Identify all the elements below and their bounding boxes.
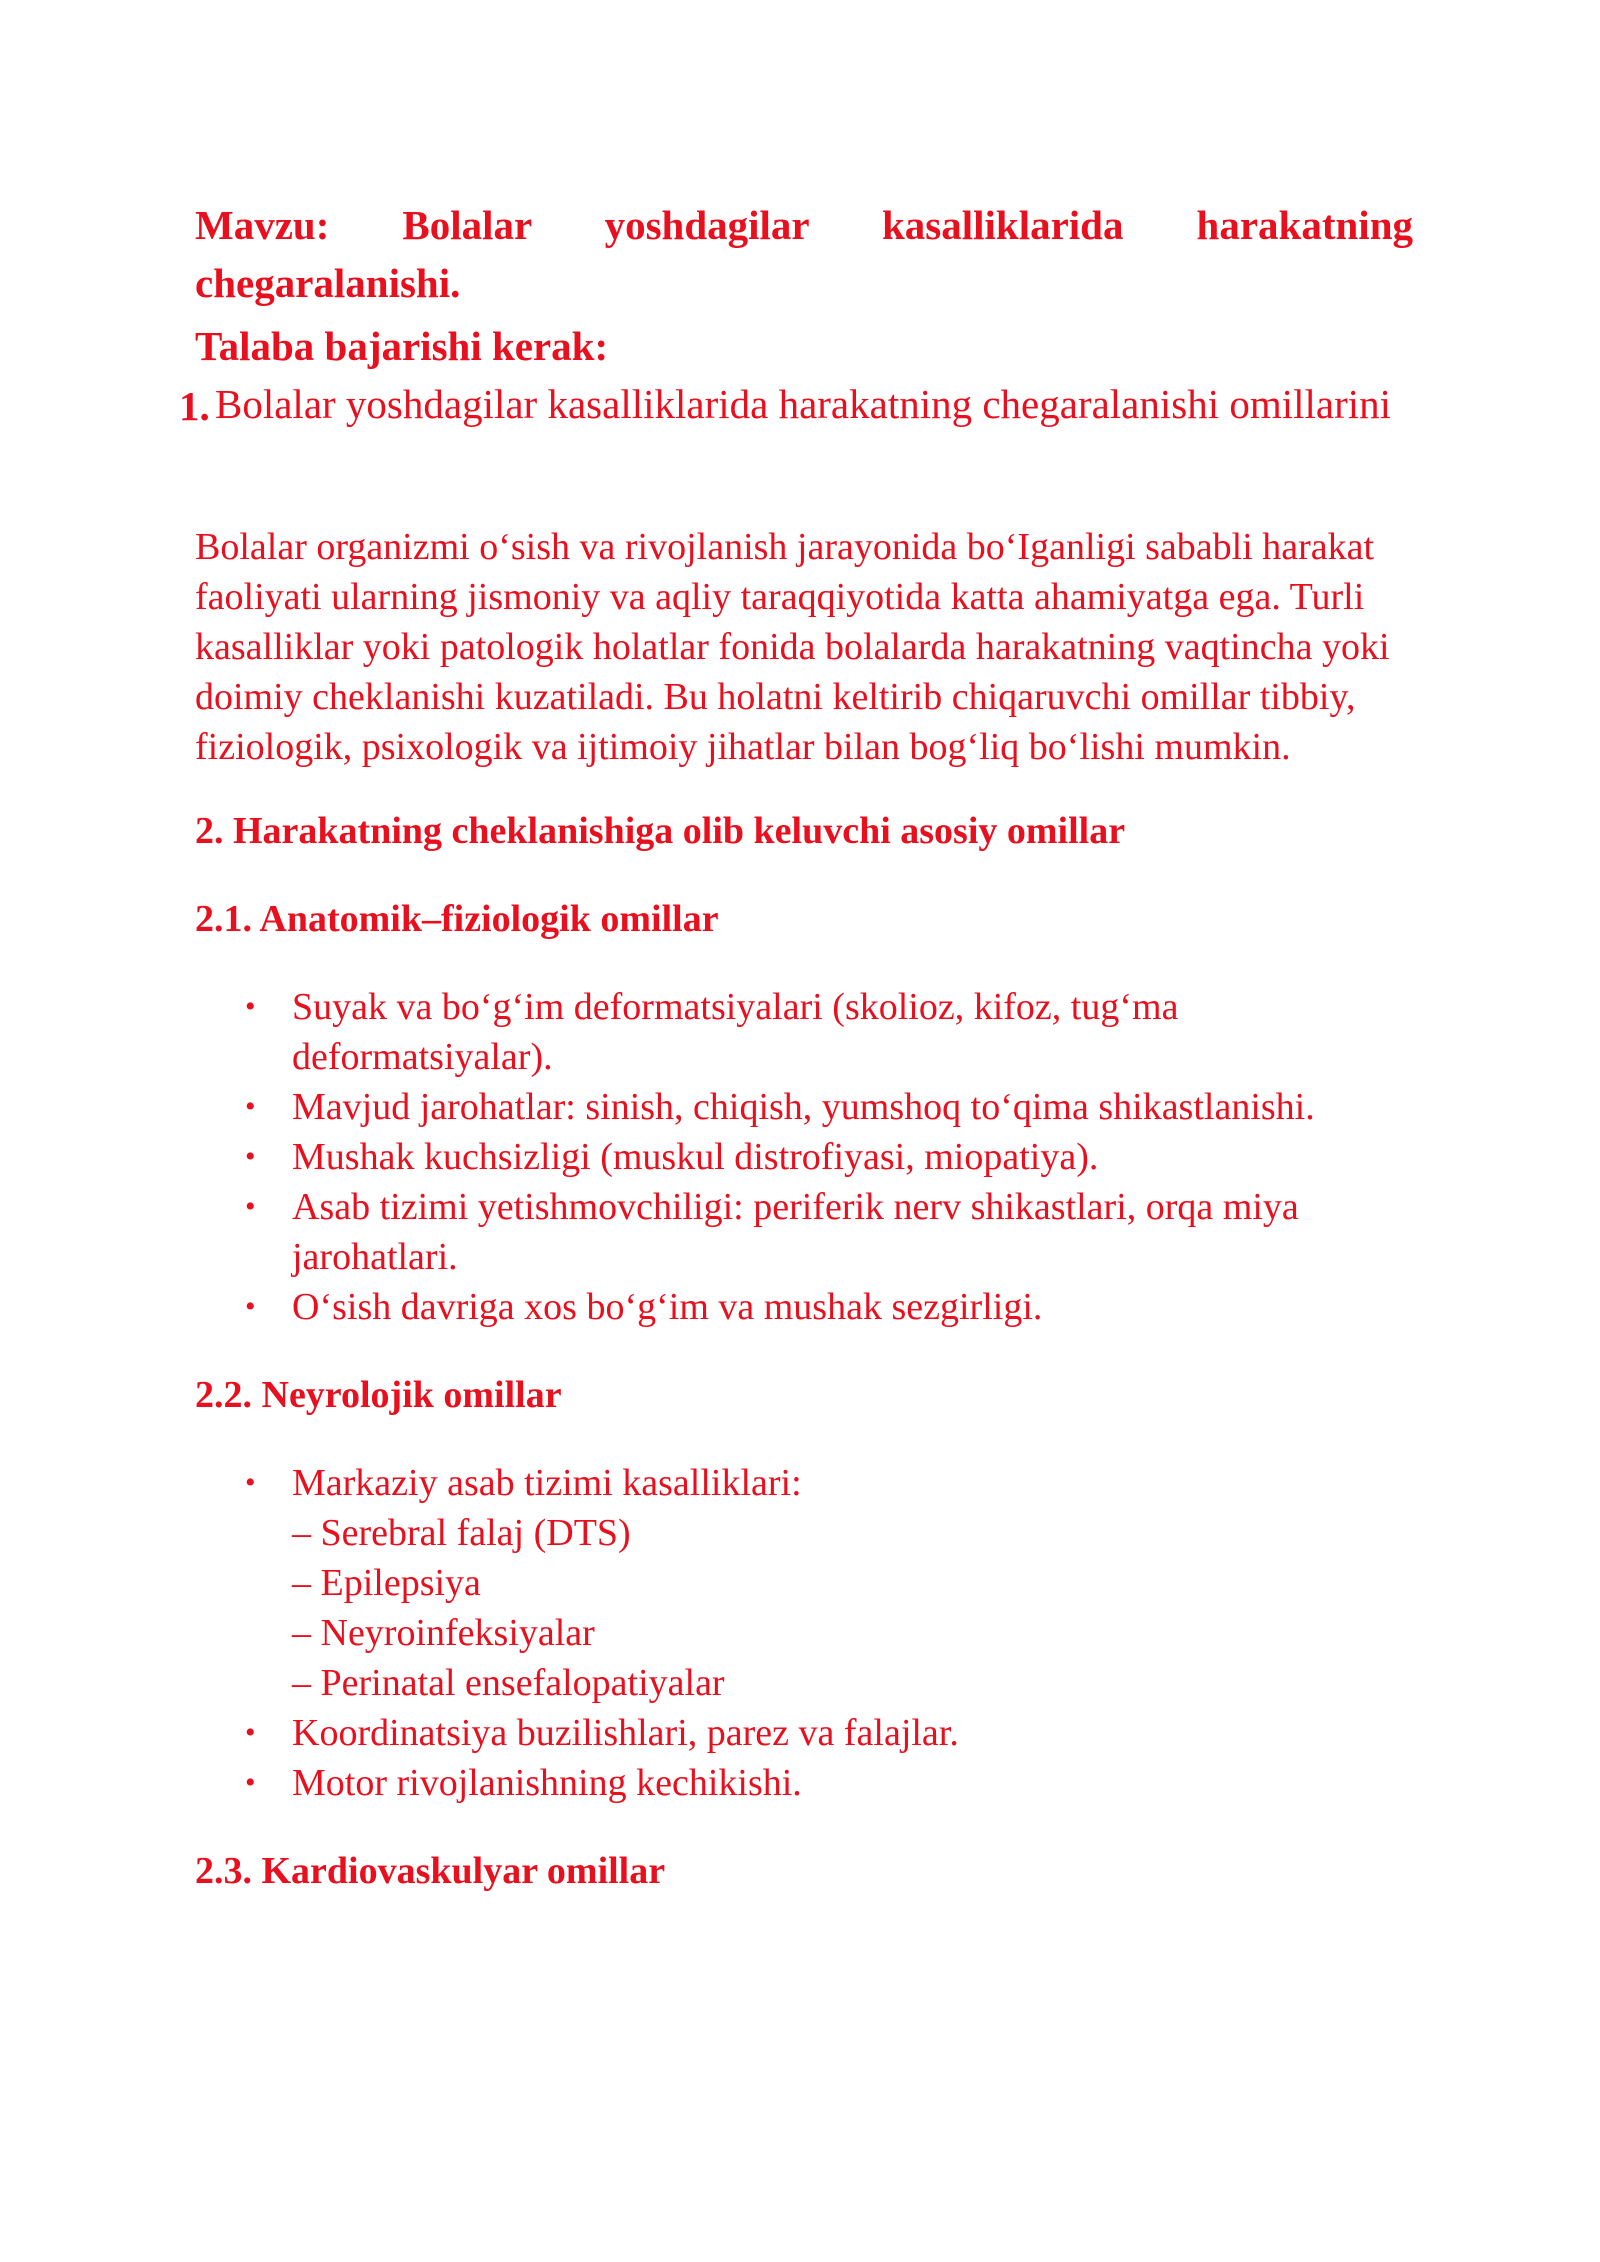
list-item [195,1182,1413,1282]
section-2-2-list [195,1458,1413,1808]
section-2-3-heading: 2.3. Kardiovaskulyar omillar [195,1850,666,1892]
bullet-dot-icon: • [245,1716,256,1749]
task-item [179,381,1413,429]
list-item-text: Markaziy asab tizimi kasalliklari: [292,1462,802,1504]
section-2-heading: 2. Harakatning cheklanishiga olib keluvchi asosiy omillar [195,810,1126,852]
section-2-1-heading: 2.1. Anatomik–fiziologik omillar [195,898,719,940]
bullet-dot-icon: • [245,1140,256,1173]
list-item-text: Mavjud jarohatlar: sinish, chiqish, yumshoq to‘qima shikastlanishi. [292,1086,1315,1128]
task-heading: Talaba bajarishi kerak: [195,323,609,369]
bullet-dot-icon: • [245,1766,256,1799]
task-item-text: Bolalar yoshdagilar kasalliklarida harakatning chegaralanishi omillarini [215,381,1392,427]
list-item [195,1708,1413,1758]
task-list [179,381,1413,429]
section-2-1-list [195,982,1413,1332]
list-item-text: O‘sish davriga xos bo‘g‘im va mushak sezgirligi. [292,1286,1043,1328]
bullet-dot-icon: • [245,1090,256,1123]
list-item-text: Motor rivojlanishning kechikishi. [292,1762,802,1804]
list-item-text: Mushak kuchsizligi (muskul distrofiyasi, miopatiya). [292,1136,1099,1178]
list-item [195,1082,1413,1132]
list-item [195,1132,1413,1182]
sub-item: – Epilepsiya [292,1562,481,1604]
bullet-dot-icon: • [245,1466,256,1499]
list-item [195,1458,1413,1708]
sub-item: – Serebral falaj (DTS) [292,1512,631,1554]
list-item [195,1282,1413,1332]
bullet-dot-icon: • [245,990,256,1023]
list-item-text: Asab tizimi yetishmovchiligi: periferik nerv shikastlari, orqa miya jarohatlari. [292,1186,1299,1278]
section-2-2-heading: 2.2. Neyrolojik omillar [195,1374,562,1416]
list-item-text: Suyak va bo‘g‘im deformatsiyalari (skolioz, kifoz, tug‘ma deformatsiyalar). [292,986,1179,1078]
sub-item: – Neyroinfeksiyalar [292,1612,595,1654]
list-item [195,982,1413,1082]
bullet-dot-icon: • [245,1190,256,1223]
sub-item: – Perinatal ensefalopatiyalar [292,1662,725,1704]
bullet-dot-icon: • [245,1290,256,1323]
list-item-text: Koordinatsiya buzilishlari, parez va falajlar. [292,1712,959,1754]
page-title: Mavzu: Bolalar yoshdagilar kasalliklarida harakatning chegaralanishi. [195,202,1413,306]
intro-paragraph: Bolalar organizmi o‘sish va rivojlanish jarayonida bo‘Iganligi sababli harakat faoliyati ularning jismoniy va aqliy taraqqiyotida katta ahamiyatga ega. Turli kasalliklar yoki patologik holatlar fonida bolalarda harakatning vaqtincha yoki doimiy cheklanishi kuzatiladi. Bu holatni keltirib chiqaruvchi omillar tibbiy, fiziologik, psixologik va ijtimoiy jihatlar bilan bog‘liq bo‘lishi mumkin. [195,526,1390,768]
list-item [195,1758,1413,1808]
document-page [179,196,1413,1896]
task-item-number: 1. [179,383,210,429]
